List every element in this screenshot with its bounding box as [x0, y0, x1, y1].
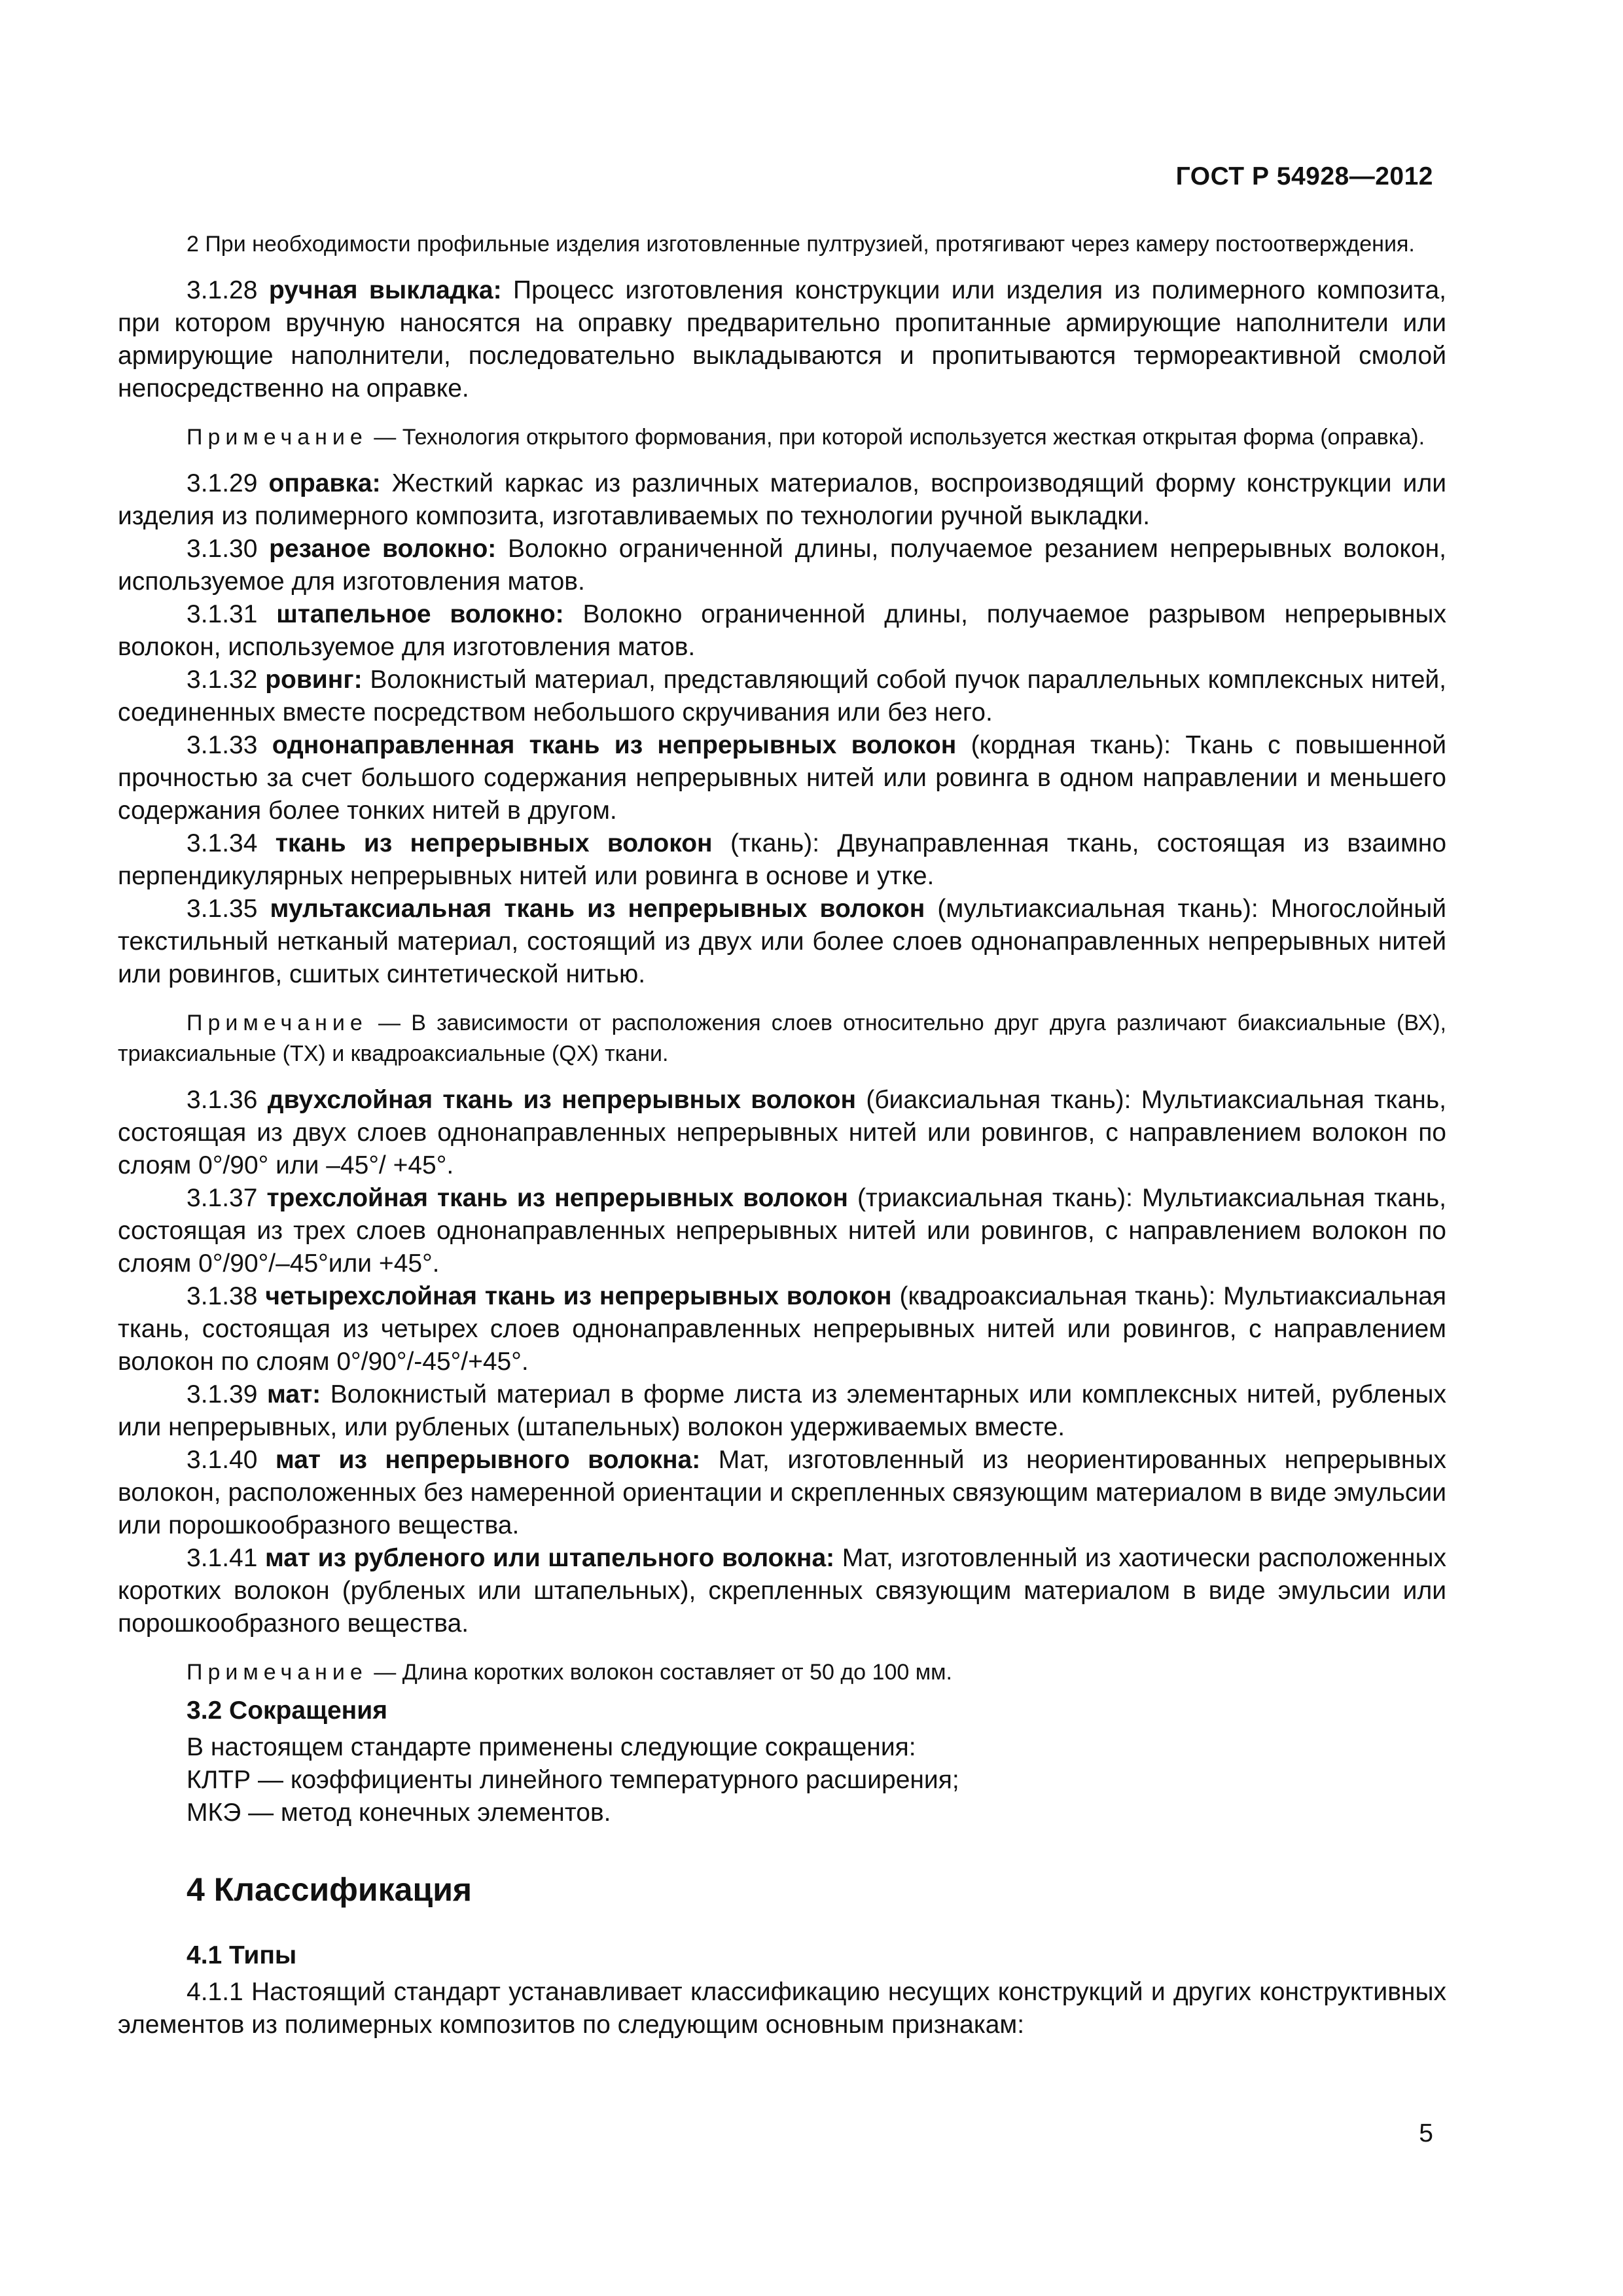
abbreviation-kltr: КЛТР — коэффициенты линейного температурного расширения;	[187, 1766, 959, 1794]
term-3-1-36: 3.1.36 двухслойная ткань из непрерывных волокон (биаксиальная ткань): Мультиаксиальная ткань, состоящая из двух слоев однонаправленных непрерывных нитей или ровингов, с направлением волокон по слоям 0°/90° или –45°/ +45°.	[118, 1086, 1446, 1179]
note-3-1-35: Примечание — В зависимости от расположения слоев относительно друг друга различают биаксиальные (ВХ), триаксиальные (ТХ) и квадроаксиальные (QХ) ткани.	[118, 1011, 1446, 1066]
term-3-1-33: 3.1.33 однонаправленная ткань из непрерывных волокон (кордная ткань): Ткань с повышенной прочностью за счет большого содержания непрерывных нитей или ровинга в одном направлении и меньшего содержания более тонких нитей в другом.	[118, 731, 1446, 825]
term-3-1-29: 3.1.29 оправка: Жесткий каркас из различных материалов, воспроизводящий форму конструкции или изделия из полимерного композита, изготавливаемых по технологии ручной выкладки.	[118, 469, 1446, 530]
term-3-1-39: 3.1.39 мат: Волокнистый материал в форме листа из элементарных или комплексных нитей, рубленых или непрерывных, или рубленых (штапельных) волокон удерживаемых вместе.	[118, 1380, 1446, 1441]
note-3-1-41: Примечание — Длина коротких волокон составляет от 50 до 100 мм.	[187, 1660, 952, 1685]
section-3-2-heading: 3.2 Сокращения	[187, 1696, 387, 1725]
note-pultrusion: 2 При необходимости профильные изделия изготовленные пултрузией, протягивают через камеру постоотверждения.	[187, 232, 1415, 257]
clause-4-1-1: 4.1.1 Настоящий стандарт устанавливает классификацию несущих конструкций и других конструктивных элементов из полимерных композитов по следующим основным признакам:	[118, 1978, 1446, 2039]
term-3-1-32: 3.1.32 ровинг: Волокнистый материал, представляющий собой пучок параллельных комплексных нитей, соединенных вместе посредством небольшого скручивания или без него.	[118, 666, 1447, 726]
term-3-1-30: 3.1.30 резаное волокно: Волокно ограниченной длины, получаемое резанием непрерывных волокон, используемое для изготовления матов.	[118, 535, 1446, 596]
note-label: Примечание	[187, 1660, 368, 1685]
note-3-1-28: Примечание — Технология открытого формования, при которой используется жесткая открытая форма (оправка).	[187, 425, 1425, 450]
note-label: Примечание	[187, 425, 368, 450]
page-number: 5	[1419, 2119, 1433, 2147]
term-3-1-34: 3.1.34 ткань из непрерывных волокон (ткань): Двунаправленная ткань, состоящая из взаимно перпендикулярных непрерывных нитей или ровинга в основе и утке.	[118, 829, 1447, 890]
term-title: ручная выкладка:	[268, 276, 502, 304]
term-3-1-37: 3.1.37 трехслойная ткань из непрерывных волокон (триаксиальная ткань): Мультиаксиальная ткань, состоящая из трех слоев однонаправленных непрерывных нитей или ровингов, с направлением волокон по слоям 0°/90°/–45°или +45°.	[118, 1184, 1446, 1278]
term-3-1-31: 3.1.31 штапельное волокно: Волокно ограниченной длины, получаемое разрывом непрерывных волокон, используемое для изготовления матов.	[118, 600, 1446, 661]
section-4-1-heading: 4.1 Типы	[187, 1941, 297, 1969]
term-3-1-41: 3.1.41 мат из рубленого или штапельного волокна: Мат, изготовленный из хаотически расположенных коротких волокон (рубленых или штапельных), скрепленных связующим материалом в виде эмульсии или порошкообразного вещества.	[118, 1544, 1446, 1638]
term-3-1-35: 3.1.35 мультаксиальная ткань из непрерывных волокон (мультиаксиальная ткань): Многослойный текстильный нетканый материал, состоящий из двух или более слоев однонаправленных непрерывных нитей или ровингов, сшитых синтетической нитью.	[118, 895, 1447, 988]
section-4-heading: 4 Классификация	[187, 1871, 473, 1908]
abbreviation-mke: МКЭ — метод конечных элементов.	[187, 1799, 611, 1827]
note-label: Примечание	[187, 1011, 368, 1035]
abbreviations-intro: В настоящем стандарте применены следующие сокращения:	[187, 1733, 916, 1761]
standard-header: ГОСТ Р 54928—2012	[1175, 162, 1433, 190]
term-3-1-38: 3.1.38 четырехслойная ткань из непрерывных волокон (квадроаксиальная ткань): Мультиаксиальная ткань, состоящая из четырех слоев однонаправленных непрерывных нитей или ровингов, с направлением волокон по слоям 0°/90°/-45°/+45°.	[118, 1282, 1446, 1376]
page-content	[118, 229, 1446, 2041]
term-3-1-28: 3.1.28 ручная выкладка: Процесс изготовления конструкции или изделия из полимерного композита, при котором вручную наносятся на оправку предварительно пропитанные армирующие наполнители или армирующие наполнители, последовательно выкладываются и пропитываются термореактивной смолой непосредственно на оправке.	[118, 276, 1446, 403]
term-3-1-40: 3.1.40 мат из непрерывного волокна: Мат, изготовленный из неориентированных непрерывных волокон, расположенных без намеренной ориентации и скрепленных связующим материалом в виде эмульсии или порошкообразного вещества.	[118, 1446, 1446, 1539]
